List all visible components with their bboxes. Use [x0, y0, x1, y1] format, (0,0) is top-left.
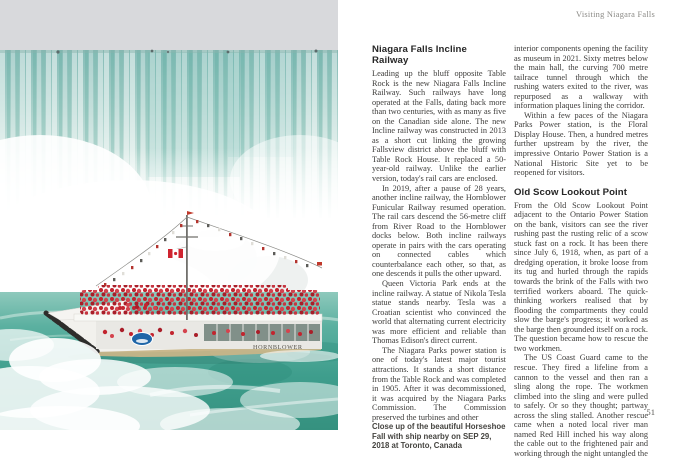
cabin-windows: [204, 324, 320, 341]
running-header: Visiting Niagara Falls: [576, 10, 655, 19]
paragraph: In 2019, after a pause of 28 years, another incline railway, the Hornblower Funicular Railway resumed operation. The rail cars descend the 56-metre cliff from River Road to the Hornblower docks below. Both incline railways operate in pairs with the cars operating on connected cables which counterbalance each other, so that, as one descends it pulls the other upward.: [372, 183, 506, 279]
boat-logo-wave: [136, 339, 148, 343]
falls-photo: [0, 0, 338, 430]
paragraph: The Niagara Parks power station is one of today's latest major tourist attractions. It stands a short distance from the Table Rock and was completed in 1905. After it was decommissioned, it was acquired by the Niagara Parks Commission. The Commission preserved the turbines and other: [372, 345, 506, 422]
page-number: 51: [646, 407, 655, 417]
article-column-2: [514, 44, 648, 458]
stern-flag-icon: [317, 262, 322, 266]
boat-name-text: HORNBLOWER: [253, 344, 303, 351]
article-columns: [372, 44, 648, 458]
paragraph: Leading up the bluff opposite Table Rock is the new Niagara Falls Incline Railway. Such railways have long operated at the Falls, dating back more than two centuries, with as many as five on the Canadian side alone. The new Incline railway was constructed in 2013 as a short cut linking the growing Fallsview district above the bluff with Table Rock House. It replaced a 50-year-old railway. Unlike the earlier version, today's rail cars are enclosed.: [372, 69, 506, 184]
paragraph: Within a few paces of the Niagara Parks Power station, is the Floral Display House. Then, a hundred metres further upstream by the river, the impressive Ontario Power Station is a National Historic Site yet to be reopened for visitors.: [514, 110, 648, 178]
paragraph: From the Old Scow Lookout Point adjacent to the Ontario Power Station on the bank, visitors can see the river rushing past the rusting relic of a scow stuck fast on a rock. It has been there since July 6, 1918, when, as part of a dredging operation, it broke loose from its tug and hurled through the rapids towards the brink of the Falls with two terrified workers aboard. The quick-thinking workers realised that by flooding the compartments they could slow the barge's progress; it worked as the barge then grounded itself on a rock. The question became how to rescue the two workmen.: [514, 200, 648, 353]
photo-caption: Close up of the beautiful Horseshoe Fall with ship nearby on SEP 29, 2018 at Toronto, Canada: [372, 422, 506, 451]
paragraph: interior components opening the facility as museum in 2021. Sixty metres below the main hall, the curving 700 metre tailrace tunnel through which the rushing waters exited to the river, was repurposed as a walkway with information plaques lining the corridor.: [514, 44, 648, 111]
top-deck: [74, 314, 322, 321]
sky: [0, 0, 338, 56]
section-heading-incline-railway: Niagara Falls Incline Railway: [372, 44, 467, 66]
falls-photo-illustration: [0, 0, 338, 430]
section-heading-old-scow: Old Scow Lookout Point: [514, 186, 628, 198]
crowd-red-ponchos: [80, 285, 320, 315]
article-column-1: [372, 44, 506, 458]
paragraph: The US Coast Guard came to the rescue. They fired a lifeline from a cannon to the vessel and then ran a sling along the rope. The workmen climbed into the sling and were pulled to safely. Or so they thought; partway across the sling stalled. Another rescue came when a noted local river man named Red Hill inched his way along the cable out to the frightened pair and working through the night untangled the: [514, 353, 648, 458]
paragraph: Queen Victoria Park ends at the incline railway. A statue of Nikola Tesla statue stands nearby. Tesla was a Croatian scientist who convinced the world that alternating current electricity was more efficient and reliable than Thomas Edison's direct current.: [372, 279, 506, 346]
